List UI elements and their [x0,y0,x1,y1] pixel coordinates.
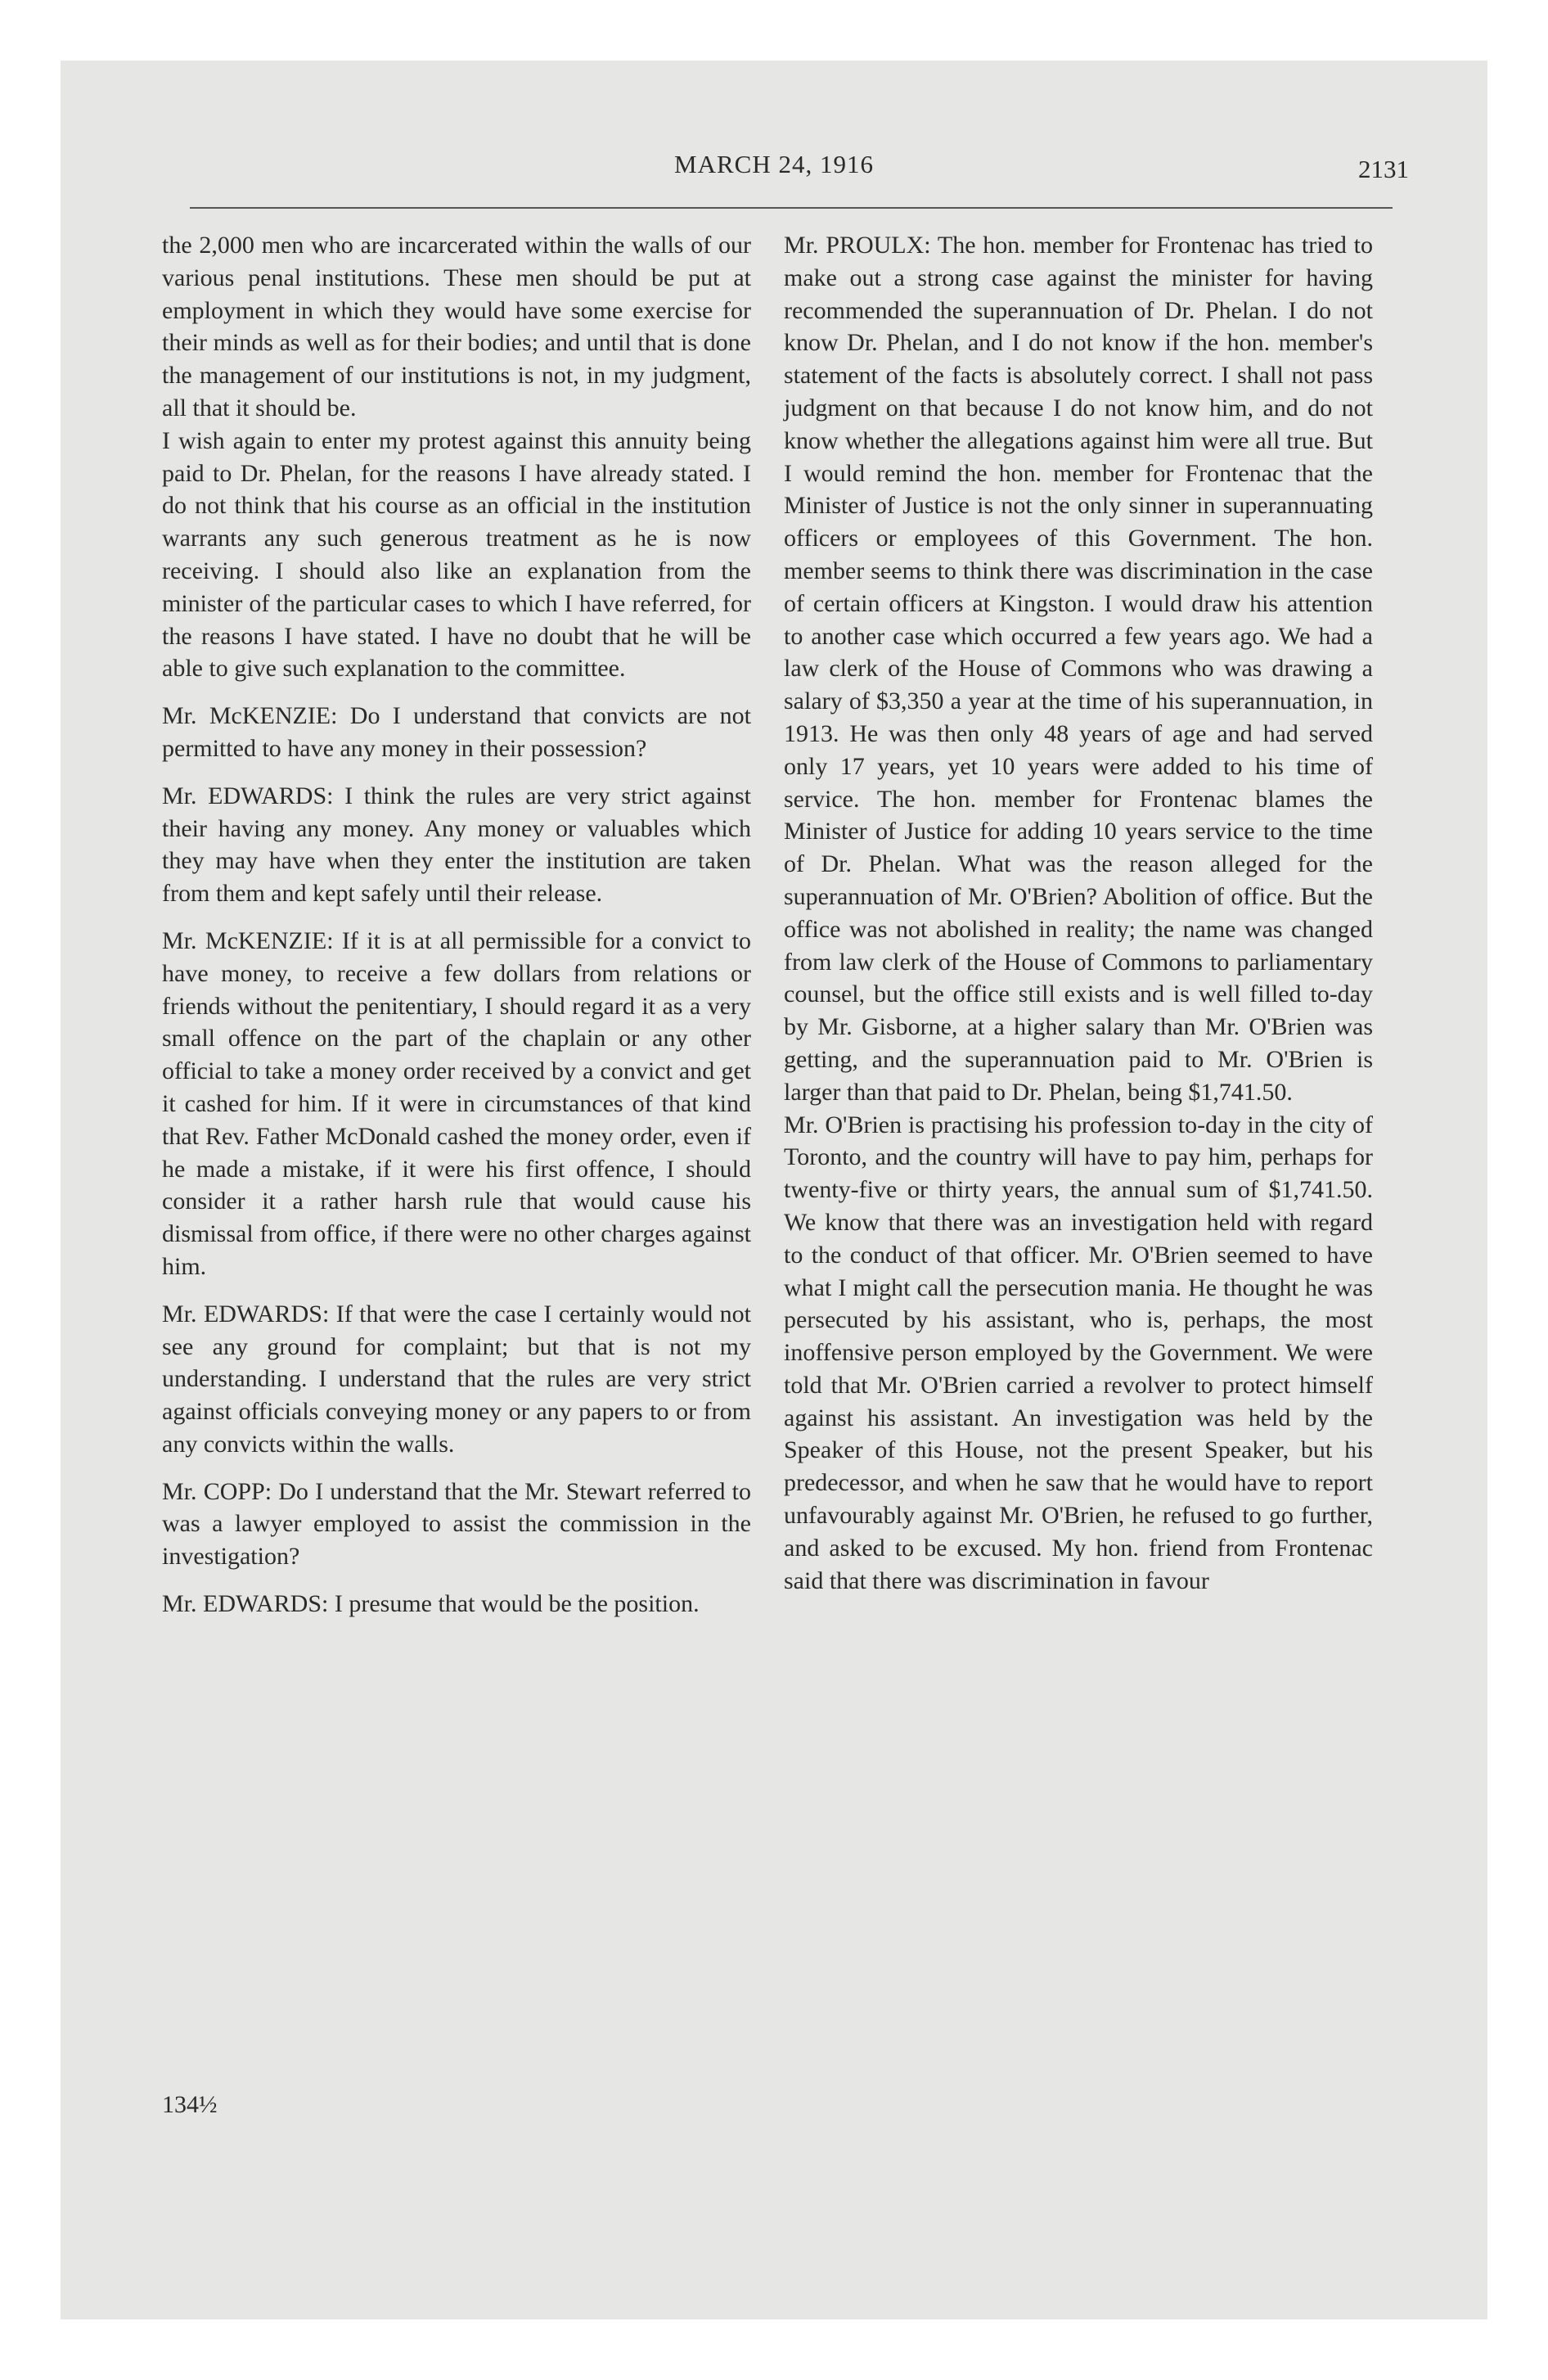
paragraph: Mr. McKENZIE: If it is at all permissible for a convict to have money, to receive a few dollars from relations or friends without the penitentiary, I should regard it as a very small offence on the part of the chaplain or any other official to take a money order received by a convict and get it cashed for him. If it were in circumstances of that kind that Rev. Father McDonald cashed the money order, even if he made a mistake, if it were his first offence, I should consider it a rather harsh rule that would cause his dismissal from office, if there were no other charges against him. [162,926,751,1280]
signature-mark: 134½ [162,2091,218,2118]
header-rule [190,207,1393,209]
page-header-date: MARCH 24, 1916 [674,150,874,178]
right-column [784,229,1373,1597]
paragraph: Mr. EDWARDS: I presume that would be the position. [162,1590,700,1618]
paragraph: Mr. COPP: Do I understand that the Mr. Stewart referred to was a lawyer employed to assist the commission in the investigation? [162,1477,751,1571]
paragraph: Mr. EDWARDS: I think the rules are very strict against their having any money. Any money or valuables which they may have when they enter the institution are taken from them and kept safely until their release. [162,782,751,908]
paragraph: Mr. O'Brien is practising his profession to-day in the city of Toronto, and the country will have to pay him, perhaps for twenty-five or thirty years, the annual sum of $1,741.50. We know that there was an investigation held with regard to the conduct of that officer. Mr. O'Brien seemed to have what I might call the persecution mania. He thought he was persecuted by his assistant, who is, perhaps, the most inoffensive person employed by the Government. We were told that Mr. O'Brien carried a revolver to protect himself against his assistant. An investigation was held by the Speaker of this House, not the present Speaker, but his predecessor, and when he saw that he would have to report unfavourably against Mr. O'Brien, he refused to go further, and asked to be excused. My hon. friend from Frontenac said that there was discrimination in favour [784,1111,1373,1594]
page-number: 2131 [1358,155,1409,183]
paragraph: Mr. PROULX: The hon. member for Frontenac has tried to make out a strong case against the minister for having recommended the superannuation of Dr. Phelan. I do not know Dr. Phelan, and I do not know if the hon. member's statement of the facts is absolutely correct. I shall not pass judgment on that because I do not know him, and do not know whether the allegations against him were all true. But I would remind the hon. member for Frontenac that the Minister of Justice is not the only sinner in superannuating officers or employees of this Government. The hon. member seems to think there was discrimination in the case of certain officers at Kingston. I would draw his attention to another case which occurred a few years ago. We had a law clerk of the House of Commons who was drawing a salary of $3,350 a year at the time of his superannuation, in 1913. He was then only 48 years of age and had served only 17 years, yet 10 years were added to his time of service. The hon. member for Frontenac blames the Minister of Justice for adding 10 years service to the time of Dr. Phelan. What was the reason alleged for the superannuation of Mr. O'Brien? Abolition of office. But the office was not abolished in reality; the name was changed from law clerk of the House of Commons to parliamentary counsel, but the office still exists and is well filled to-day by Mr. Gisborne, at a higher salary than Mr. O'Brien was getting, and the superannuation paid to Mr. O'Brien is larger than that paid to Dr. Phelan, being $1,741.50. [784,232,1373,1106]
paragraph: Mr. McKENZIE: Do I understand that convicts are not permitted to have any money in their possession? [162,702,751,762]
paragraph: Mr. EDWARDS: If that were the case I certainly would not see any ground for complaint; but that is not my understanding. I understand that the rules are very strict against officials conveying money or any papers to or from any convicts within the walls. [162,1300,751,1458]
paragraph: the 2,000 men who are incarcerated within the walls of our various penal institutions. These men should be put at employment in which they would have some exercise for their minds as well as for their bodies; and until that is done the management of our institutions is not, in my judgment, all that it should be. [162,232,751,421]
paragraph: I wish again to enter my protest against this annuity being paid to Dr. Phelan, for the reasons I have already stated. I do not think that his course as an official in the institution warrants any such generous treatment as he is now receiving. I should also like an explanation from the minister of the particular cases to which I have referred, for the reasons I have stated. I have no doubt that he will be able to give such explanation to the committee. [162,426,751,683]
left-column [162,229,751,1620]
